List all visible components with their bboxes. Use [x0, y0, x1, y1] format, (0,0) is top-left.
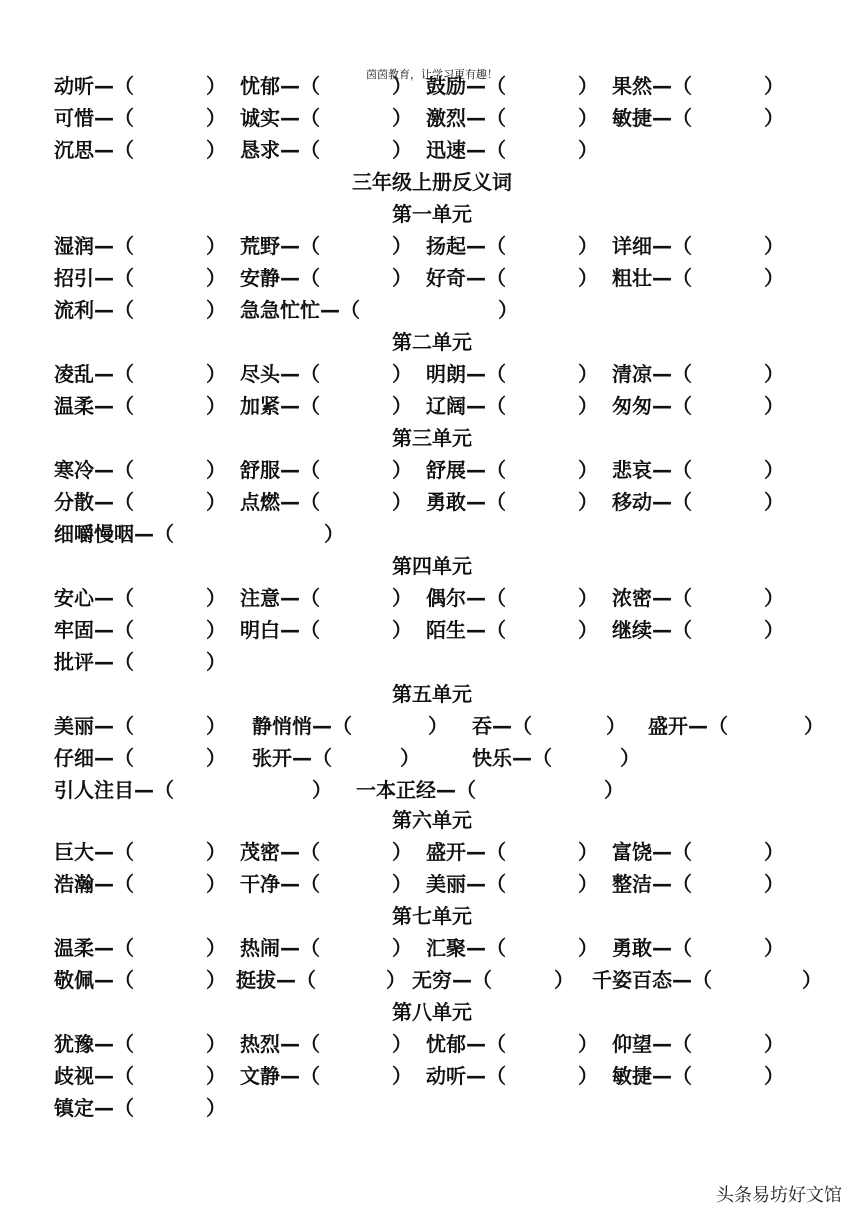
exercise-row: [0, 295, 864, 325]
antonym-word: 巨大—（: [54, 840, 134, 864]
antonym-word: 茂密—（: [240, 840, 320, 864]
answer-blank-close: ）: [578, 362, 598, 386]
worksheet-title: 三年级上册反义词: [352, 170, 512, 194]
answer-blank-close: ）: [578, 138, 598, 162]
antonym-item: [54, 1061, 226, 1091]
answer-blank-close: ）: [764, 586, 784, 610]
answer-blank-close: ）: [206, 394, 226, 418]
antonym-item: [426, 837, 598, 867]
antonym-item: [426, 487, 598, 517]
answer-blank-close: ）: [578, 840, 598, 864]
antonym-word: 移动—（: [612, 490, 692, 514]
exercise-row: [0, 869, 864, 899]
answer-blank-close: ）: [206, 840, 226, 864]
antonym-word: 快乐—（: [472, 746, 552, 770]
antonym-item: [612, 615, 784, 645]
answer-blank-close: ）: [578, 586, 598, 610]
antonym-word: 浓密—（: [612, 586, 692, 610]
answer-blank-close: ）: [206, 714, 226, 738]
answer-blank-close: ）: [764, 234, 784, 258]
antonym-item: [240, 837, 412, 867]
antonym-word: 加紧—（: [240, 394, 320, 418]
exercise-row: [0, 615, 864, 645]
antonym-word: 沉思—（: [54, 138, 134, 162]
exercise-row: [0, 965, 864, 995]
answer-blank-close: ）: [392, 106, 412, 130]
antonym-item: [252, 711, 448, 741]
answer-blank-close: ）: [206, 138, 226, 162]
antonym-item: [54, 103, 226, 133]
antonym-item: [240, 869, 412, 899]
answer-blank-close: ）: [804, 714, 824, 738]
antonym-item: [240, 455, 412, 485]
antonym-item: [240, 135, 412, 165]
antonym-item: [252, 743, 420, 773]
antonym-item: [240, 1029, 412, 1059]
exercise-row: [0, 711, 864, 741]
antonym-word: 悲哀—（: [612, 458, 692, 482]
antonym-word: 扬起—（: [426, 234, 506, 258]
answer-blank-close: ）: [764, 618, 784, 642]
exercise-row: [0, 519, 864, 549]
unit-heading: 第一单元: [392, 202, 472, 226]
antonym-item: [426, 583, 598, 613]
antonym-word: 千姿百态—（: [592, 968, 712, 992]
antonym-word: 细嚼慢咽—（: [54, 522, 174, 546]
antonym-word: 盛开—（: [648, 714, 728, 738]
antonym-word: 招引—（: [54, 266, 134, 290]
answer-blank-close: ）: [578, 1032, 598, 1056]
antonym-item: [54, 647, 226, 677]
antonym-word: 舒服—（: [240, 458, 320, 482]
antonym-word: 详细—（: [612, 234, 692, 258]
answer-blank-close: ）: [764, 490, 784, 514]
antonym-item: [54, 775, 332, 805]
answer-blank-close: ）: [400, 746, 420, 770]
antonym-item: [426, 135, 598, 165]
antonym-word: 敏捷—（: [612, 106, 692, 130]
antonym-word: 注意—（: [240, 586, 320, 610]
exercise-row: [0, 1029, 864, 1059]
antonym-item: [54, 359, 226, 389]
antonym-item: [612, 391, 784, 421]
antonym-item: [240, 71, 412, 101]
antonym-word: 无穷—（: [412, 968, 492, 992]
answer-blank-close: ）: [392, 1064, 412, 1088]
unit-heading: 第七单元: [392, 904, 472, 928]
antonym-item: [612, 71, 784, 101]
antonym-item: [426, 263, 598, 293]
answer-blank-close: ）: [392, 490, 412, 514]
answer-blank-close: ）: [604, 778, 624, 802]
antonym-word: 清凉—（: [612, 362, 692, 386]
antonym-item: [54, 231, 226, 261]
answer-blank-close: ）: [206, 490, 226, 514]
answer-blank-close: ）: [392, 394, 412, 418]
antonym-word: 恳求—（: [240, 138, 320, 162]
antonym-item: [426, 933, 598, 963]
antonym-word: 犹豫—（: [54, 1032, 134, 1056]
antonym-word: 浩瀚—（: [54, 872, 134, 896]
antonym-word: 静悄悄—（: [252, 714, 352, 738]
antonym-item: [426, 1029, 598, 1059]
exercise-row: [0, 71, 864, 101]
answer-blank-close: ）: [392, 840, 412, 864]
exercise-row: [0, 455, 864, 485]
antonym-item: [592, 965, 822, 995]
antonym-word: 继续—（: [612, 618, 692, 642]
antonym-item: [612, 1029, 784, 1059]
answer-blank-close: ）: [764, 74, 784, 98]
answer-blank-close: ）: [578, 872, 598, 896]
answer-blank-close: ）: [206, 74, 226, 98]
antonym-word: 汇聚—（: [426, 936, 506, 960]
answer-blank-close: ）: [392, 234, 412, 258]
antonym-item: [240, 231, 412, 261]
answer-blank-close: ）: [764, 458, 784, 482]
antonym-word: 热烈—（: [240, 1032, 320, 1056]
antonym-item: [54, 135, 226, 165]
answer-blank-close: ）: [802, 968, 822, 992]
antonym-word: 整洁—（: [612, 872, 692, 896]
antonym-word: 温柔—（: [54, 936, 134, 960]
antonym-word: 偶尔—（: [426, 586, 506, 610]
antonym-word: 镇定—（: [54, 1096, 134, 1120]
antonym-word: 敬佩—（: [54, 968, 134, 992]
antonym-word: 盛开—（: [426, 840, 506, 864]
answer-blank-close: ）: [764, 106, 784, 130]
answer-blank-close: ）: [554, 968, 574, 992]
answer-blank-close: ）: [578, 394, 598, 418]
answer-blank-close: ）: [764, 1032, 784, 1056]
answer-blank-close: ）: [386, 968, 406, 992]
unit-heading: 第五单元: [392, 682, 472, 706]
antonym-item: [54, 965, 226, 995]
antonym-word: 批评—（: [54, 650, 134, 674]
answer-blank-close: ）: [578, 1064, 598, 1088]
answer-blank-close: ）: [312, 778, 332, 802]
answer-blank-close: ）: [206, 458, 226, 482]
exercise-row: [0, 359, 864, 389]
antonym-item: [54, 743, 226, 773]
exercise-row: [0, 231, 864, 261]
antonym-item: [612, 1061, 784, 1091]
antonym-item: [54, 263, 226, 293]
antonym-item: [426, 231, 598, 261]
antonym-word: 忧郁—（: [240, 74, 320, 98]
antonym-word: 引人注目—（: [54, 778, 174, 802]
answer-blank-close: ）: [764, 1064, 784, 1088]
antonym-word: 敏捷—（: [612, 1064, 692, 1088]
antonym-word: 好奇—（: [426, 266, 506, 290]
antonym-word: 诚实—（: [240, 106, 320, 130]
antonym-item: [54, 455, 226, 485]
answer-blank-close: ）: [206, 1064, 226, 1088]
antonym-item: [472, 711, 626, 741]
answer-blank-close: ）: [392, 618, 412, 642]
answer-blank-close: ）: [206, 586, 226, 610]
antonym-word: 美丽—（: [54, 714, 134, 738]
exercise-row: [0, 487, 864, 517]
answer-blank-close: ）: [206, 746, 226, 770]
answer-blank-close: ）: [578, 618, 598, 642]
antonym-item: [240, 359, 412, 389]
antonym-item: [612, 487, 784, 517]
antonym-item: [426, 455, 598, 485]
answer-blank-close: ）: [606, 714, 626, 738]
antonym-word: 粗壮—（: [612, 266, 692, 290]
antonym-item: [240, 615, 412, 645]
antonym-word: 文静—（: [240, 1064, 320, 1088]
answer-blank-close: ）: [206, 106, 226, 130]
antonym-word: 果然—（: [612, 74, 692, 98]
answer-blank-close: ）: [206, 872, 226, 896]
antonym-item: [240, 933, 412, 963]
exercise-row: [0, 933, 864, 963]
answer-blank-close: ）: [578, 936, 598, 960]
antonym-word: 动听—（: [426, 1064, 506, 1088]
exercise-row: [0, 1061, 864, 1091]
antonym-word: 温柔—（: [54, 394, 134, 418]
antonym-item: [472, 743, 640, 773]
unit-heading: 第三单元: [392, 426, 472, 450]
antonym-item: [612, 869, 784, 899]
antonym-word: 急急忙忙—（: [240, 298, 360, 322]
antonym-word: 寒冷—（: [54, 458, 134, 482]
antonym-item: [648, 711, 824, 741]
antonym-item: [236, 965, 406, 995]
answer-blank-close: ）: [392, 458, 412, 482]
answer-blank-close: ）: [324, 522, 344, 546]
antonym-item: [54, 583, 226, 613]
antonym-word: 明朗—（: [426, 362, 506, 386]
antonym-item: [54, 487, 226, 517]
antonym-item: [612, 263, 784, 293]
answer-blank-close: ）: [392, 872, 412, 896]
antonym-item: [612, 103, 784, 133]
antonym-item: [612, 231, 784, 261]
antonym-word: 舒展—（: [426, 458, 506, 482]
exercise-row: [0, 775, 864, 805]
antonym-item: [412, 965, 574, 995]
antonym-word: 歧视—（: [54, 1064, 134, 1088]
antonym-word: 动听—（: [54, 74, 134, 98]
exercise-row: [0, 1093, 864, 1123]
antonym-word: 点燃—（: [240, 490, 320, 514]
exercise-row: [0, 391, 864, 421]
answer-blank-close: ）: [206, 618, 226, 642]
antonym-word: 荒野—（: [240, 234, 320, 258]
antonym-item: [240, 103, 412, 133]
antonym-item: [54, 869, 226, 899]
antonym-word: 美丽—（: [426, 872, 506, 896]
antonym-word: 张开—（: [252, 746, 332, 770]
antonym-item: [426, 71, 598, 101]
antonym-word: 热闹—（: [240, 936, 320, 960]
antonym-item: [54, 837, 226, 867]
antonym-item: [54, 1029, 226, 1059]
answer-blank-close: ）: [206, 298, 226, 322]
answer-blank-close: ）: [764, 266, 784, 290]
antonym-item: [612, 933, 784, 963]
antonym-item: [426, 869, 598, 899]
antonym-item: [240, 263, 412, 293]
antonym-word: 安静—（: [240, 266, 320, 290]
answer-blank-close: ）: [764, 394, 784, 418]
antonym-word: 凌乱—（: [54, 362, 134, 386]
answer-blank-close: ）: [206, 936, 226, 960]
answer-blank-close: ）: [578, 458, 598, 482]
antonym-word: 挺拔—（: [236, 968, 316, 992]
unit-heading: 第二单元: [392, 330, 472, 354]
antonym-word: 勇敢—（: [612, 936, 692, 960]
antonym-word: 安心—（: [54, 586, 134, 610]
antonym-word: 尽头—（: [240, 362, 320, 386]
antonym-item: [426, 103, 598, 133]
antonym-word: 牢固—（: [54, 618, 134, 642]
antonym-item: [426, 391, 598, 421]
antonym-word: 陌生—（: [426, 618, 506, 642]
answer-blank-close: ）: [764, 840, 784, 864]
header-note: 茵茵教育，让学习更有趣！: [366, 68, 498, 81]
antonym-item: [54, 1093, 226, 1123]
antonym-item: [54, 391, 226, 421]
antonym-word: 勇敢—（: [426, 490, 506, 514]
antonym-word: 迅速—（: [426, 138, 506, 162]
antonym-item: [612, 455, 784, 485]
antonym-word: 鼓励—（: [426, 74, 506, 98]
answer-blank-close: ）: [428, 714, 448, 738]
answer-blank-close: ）: [206, 266, 226, 290]
answer-blank-close: ）: [392, 586, 412, 610]
antonym-word: 干净—（: [240, 872, 320, 896]
answer-blank-close: ）: [764, 936, 784, 960]
answer-blank-close: ）: [620, 746, 640, 770]
antonym-item: [240, 295, 518, 325]
answer-blank-close: ）: [578, 74, 598, 98]
answer-blank-close: ）: [392, 1032, 412, 1056]
exercise-row: [0, 135, 864, 165]
answer-blank-close: ）: [206, 234, 226, 258]
antonym-item: [240, 487, 412, 517]
unit-heading: 第六单元: [392, 808, 472, 832]
unit-heading: 第八单元: [392, 1000, 472, 1024]
answer-blank-close: ）: [764, 362, 784, 386]
antonym-item: [54, 711, 226, 741]
antonym-item: [240, 1061, 412, 1091]
answer-blank-close: ）: [578, 490, 598, 514]
antonym-word: 湿润—（: [54, 234, 134, 258]
exercise-row: [0, 743, 864, 773]
antonym-item: [54, 519, 344, 549]
antonym-item: [612, 359, 784, 389]
answer-blank-close: ）: [392, 266, 412, 290]
answer-blank-close: ）: [206, 1096, 226, 1120]
unit-heading: 第四单元: [392, 554, 472, 578]
answer-blank-close: ）: [578, 266, 598, 290]
answer-blank-close: ）: [392, 138, 412, 162]
antonym-item: [54, 295, 226, 325]
antonym-word: 匆匆—（: [612, 394, 692, 418]
answer-blank-close: ）: [578, 234, 598, 258]
answer-blank-close: ）: [764, 872, 784, 896]
answer-blank-close: ）: [578, 106, 598, 130]
antonym-item: [612, 837, 784, 867]
antonym-word: 分散—（: [54, 490, 134, 514]
antonym-word: 忧郁—（: [426, 1032, 506, 1056]
antonym-item: [356, 775, 624, 805]
antonym-item: [426, 359, 598, 389]
answer-blank-close: ）: [392, 936, 412, 960]
answer-blank-close: ）: [206, 650, 226, 674]
antonym-word: 辽阔—（: [426, 394, 506, 418]
exercise-row: [0, 583, 864, 613]
antonym-item: [612, 583, 784, 613]
antonym-item: [54, 933, 226, 963]
exercise-row: [0, 103, 864, 133]
watermark: 头条易坊好文馆: [716, 1185, 842, 1206]
antonym-word: 激烈—（: [426, 106, 506, 130]
answer-blank-close: ）: [392, 74, 412, 98]
answer-blank-close: ）: [392, 362, 412, 386]
antonym-word: 流利—（: [54, 298, 134, 322]
antonym-item: [426, 1061, 598, 1091]
antonym-word: 可惜—（: [54, 106, 134, 130]
antonym-item: [240, 583, 412, 613]
antonym-item: [54, 71, 226, 101]
antonym-item: [54, 615, 226, 645]
antonym-word: 一本正经—（: [356, 778, 476, 802]
answer-blank-close: ）: [498, 298, 518, 322]
answer-blank-close: ）: [206, 1032, 226, 1056]
antonym-word: 仰望—（: [612, 1032, 692, 1056]
antonym-item: [240, 391, 412, 421]
antonym-word: 富饶—（: [612, 840, 692, 864]
exercise-row: [0, 263, 864, 293]
exercise-row: [0, 647, 864, 677]
antonym-word: 仔细—（: [54, 746, 134, 770]
answer-blank-close: ）: [206, 362, 226, 386]
antonym-item: [426, 615, 598, 645]
answer-blank-close: ）: [206, 968, 226, 992]
antonym-word: 明白—（: [240, 618, 320, 642]
antonym-word: 吞—（: [472, 714, 532, 738]
exercise-row: [0, 837, 864, 867]
